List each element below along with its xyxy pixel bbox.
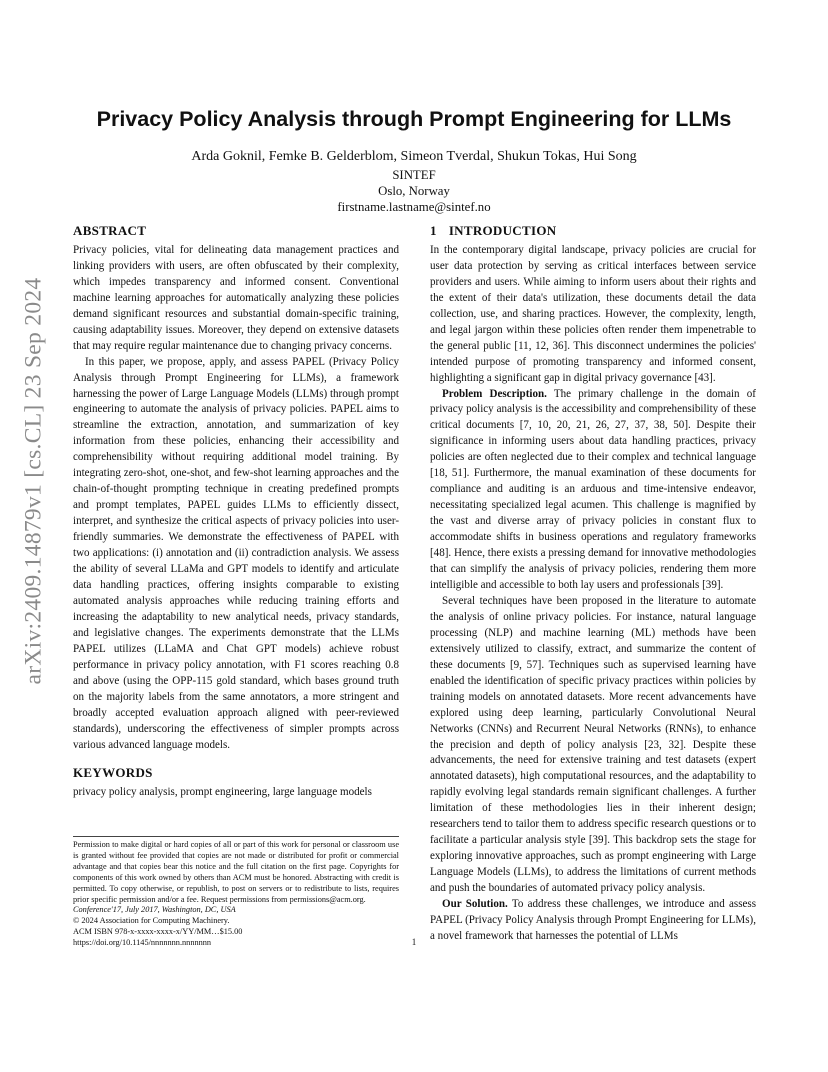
intro-paragraph-4: Our Solution. To address these challenges, we introduce and assess PAPEL (Privacy Policy Analysis through Prompt Engineering for LLMs), a novel framework that harnesses the potential of LLMs xyxy=(430,898,757,942)
paper-title: Privacy Policy Analysis through Prompt Engineering for LLMs xyxy=(96,107,732,131)
copyright-footnote xyxy=(73,840,399,949)
keywords-heading: KEYWORDS xyxy=(73,765,153,780)
arxiv-stamp: arXiv:2409.14879v1 [cs.CL] 23 Sep 2024 xyxy=(20,277,47,684)
abstract-paragraph-1: Privacy policies, vital for delineating data management practices and linking providers with users, are often obfuscated by their complexity, which impedes transparency and informed consent. Conventional machine learning approaches for automatically analyzing these policies demand significant resources and substantial domain-specific training, causing adaptability issues. Moreover, they depend on extensive datasets that may require regular maintenance due to changing privacy concerns. xyxy=(73,243,399,352)
keywords-text: privacy policy analysis, prompt engineering, large language models xyxy=(73,785,372,798)
left-column xyxy=(73,223,399,753)
author-list: Arda Goknil, Femke B. Gelderblom, Simeon Tverdal, Shukun Tokas, Hui Song xyxy=(191,149,637,164)
section-number: 1 xyxy=(430,223,437,238)
keywords-section xyxy=(73,765,399,801)
intro-paragraph-3: Several techniques have been proposed in the literature to automate the analysis of online privacy policies. For instance, natural language processing (NLP) and machine learning (ML) methods have been extensively utilized to classify, extract, and summarize the content of these documents [9, 57]. Techniques such as supervised learning have enabled the identification of specific privacy practices within policies by training models on annotated datasets. More recent advancements have explored using deep learning, particularly Convolutional Neural Networks (CNNs) and Recurrent Neural Networks (RNNs), to enhance the precision and depth of policy analysis [23, 32]. Despite these advancements, the need for extensive training and test datasets (expert annotated datasets), high computational resources, and the adaptability to rapidly evolving legal standards remain significant challenges. A further limitation of these methodologies lies in their inherent design; researchers tend to tailor them to address specific research questions or to facilitate a particular analysis style [39]. This backdrop sets the stage for exploring innovative approaches, such as prompt engineering with Large Language Models (LLMs), to address the limitations of current methods and push the boundaries of automated privacy policy analysis. xyxy=(430,594,756,895)
location: Oslo, Norway xyxy=(378,184,450,198)
intro-paragraph-2: Problem Description. The primary challenge in the domain of privacy policy analysis is the accessibility and comprehensibility of these critical documents [7, 10, 20, 21, 26, 27, 37, 38, 50]. Despite their significance in informing users about data handling practices, privacy policies are often neglected due to their complex and technical language [18, 51]. Furthermore, the manual examination of these documents for compliance and auditing is an arduous and time-intensive endeavor, necessitating specialized legal acumen. This challenge is magnified by the vast and diverse array of privacy policies in constant flux to accommodate shifts in business operations and regulatory frameworks [48]. Hence, there exists a pressing demand for innovative methodologies that can simplify the analysis of privacy policies, rendering them more intelligible and accessible to both lay users and professionals [39]. xyxy=(430,387,756,591)
abstract-paragraph-2: In this paper, we propose, apply, and assess PAPEL (Privacy Policy Analysis through Prompt Engineering for LLMs), a framework harnessing the power of Large Language Models (LLMs) through prompt engineering to automate the analysis of privacy policies. PAPEL aims to streamline the extraction, annotation, and summarization of key information from these policies, enhancing their accessibility and comprehensibility without requiring additional model training. By integrating zero-shot, one-shot, and few-shot learning approaches and the chain-of-thought prompting technique in creating predefined prompts and prompt templates, PAPEL guides LLMs to efficiently dissect, interpret, and synthesize the critical aspects of privacy policies into user-friendly summaries. We demonstrate the effectiveness of PAPEL with two applications: (i) annotation and (ii) contradiction analysis. We assess the ability of several LLaMa and GPT models to identify and articulate data handling practices, offering insights comparable to existing automated analysis approaches while reducing training efforts and increasing the adaptability to new analytical needs, privacy standards, and legislative changes. The experiments demonstrate that the LLMs PAPEL utilizes (LLaMA and Chat GPT models) achieve robust performance in privacy policy annotation, with F1 scores reaching 0.8 and above (using the OPP-115 gold standard, which bases ground truth on the majority labels from the same annotators, a more stringent and broadly accepted evaluation approach aligned with peer-reviewed standards), underscoring the effectiveness of simpler prompts across various advanced language models. xyxy=(73,355,399,751)
page-number: 1 xyxy=(411,937,417,947)
conference-line: Conference'17, July 2017, Washington, DC, USA xyxy=(73,905,236,915)
section-title: INTRODUCTION xyxy=(448,223,557,238)
doi-link[interactable]: https://doi.org/10.1145/nnnnnnn.nnnnnnn xyxy=(73,938,212,948)
abstract-heading: ABSTRACT xyxy=(73,223,147,238)
email: firstname.lastname@sintef.no xyxy=(337,200,491,214)
copyright-line: © 2024 Association for Computing Machinery. xyxy=(73,916,230,926)
permission-notice: Permission to make digital or hard copies of all or part of this work for personal or classroom use is granted without fee provided that copies are not made or distributed for profit or commercial advantage and that copies bear this notice and the full citation on the first page. Copyrights for components of this work owned by others than ACM must be honored. Abstracting with credit is permitted. To copy otherwise, or republish, to post on servers or to redistribute to lists, requires prior specific permission and/or a fee. Request permissions from permissions@acm.org. xyxy=(73,840,399,904)
affiliation: SINTEF xyxy=(392,168,436,182)
right-column xyxy=(430,223,756,945)
intro-paragraph-1: In the contemporary digital landscape, privacy policies are crucial for user data protection by serving as critical interfaces between service providers and users. While aiming to inform users about their rights and the extent of their data's utilization, these documents detail the data collection, use, and sharing practices. However, the complexity, length, and legal jargon within these policies often render them impenetrable to the general public [11, 12, 36]. This disconnect undermines the policies' intended purpose of promoting transparency and informed consent, highlighting a significant gap in digital privacy governance [43]. xyxy=(430,243,756,384)
our-solution-lead: Our Solution. xyxy=(442,898,508,911)
isbn-line: ACM ISBN 978-x-xxxx-xxxx-x/YY/MM…$15.00 xyxy=(73,927,243,937)
problem-description-lead: Problem Description. xyxy=(442,387,547,400)
introduction-heading xyxy=(430,223,756,239)
footnote-rule xyxy=(73,836,399,837)
